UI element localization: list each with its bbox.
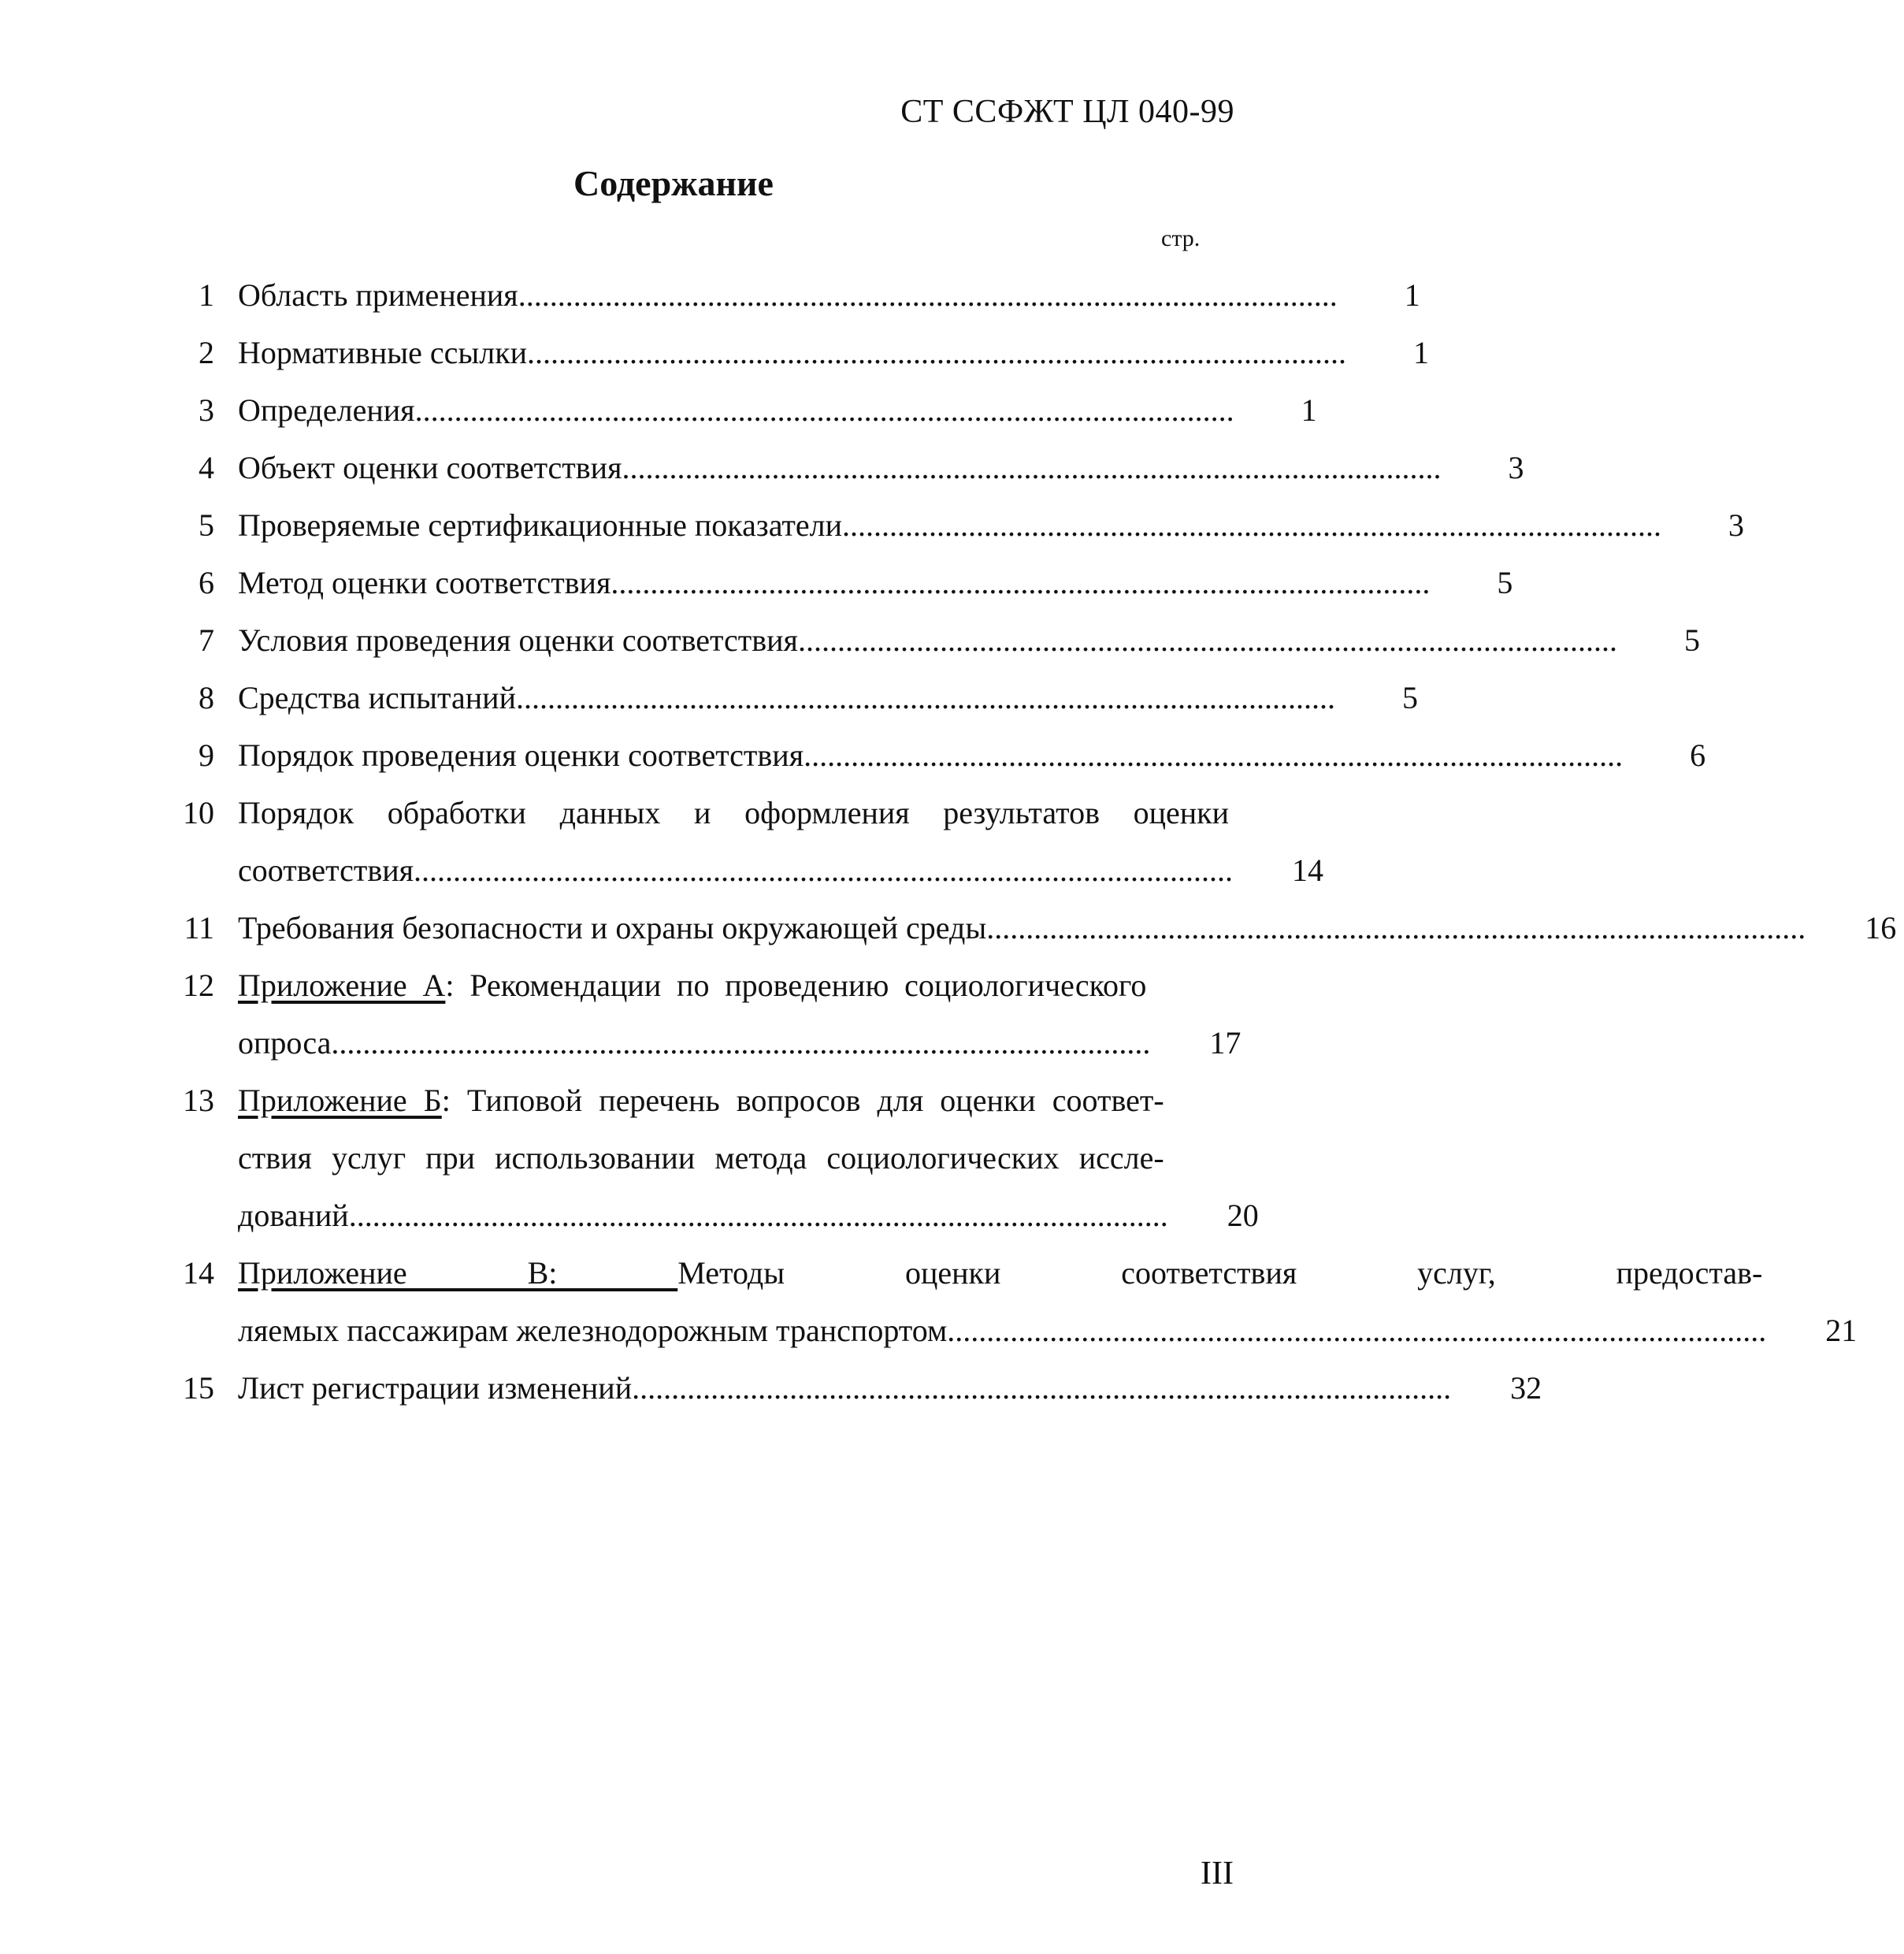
toc-entry-last-line: [238, 496, 1760, 554]
toc-entry-number: 7: [199, 622, 214, 658]
toc-entry-text-line: Порядок обработки данных и оформления результатов оценки: [238, 795, 1230, 830]
leader-dots: [415, 381, 1230, 439]
leader-dots: [804, 726, 1619, 784]
toc-entry-last-line: [238, 669, 1434, 726]
toc-entry-number: 11: [184, 910, 214, 945]
leader-dots: [611, 554, 1426, 611]
toc-entry-page: 1: [1404, 277, 1420, 313]
toc-entry-body: [238, 1244, 1865, 1359]
page-number: III: [1201, 1856, 1234, 1892]
toc-entry[interactable]: [150, 1359, 1542, 1417]
toc-entry-last-line: [238, 726, 1721, 784]
leader-dots: [349, 1187, 1164, 1244]
toc-entry-last-line: [238, 381, 1333, 439]
toc-entry-number: 10: [183, 795, 214, 830]
toc-entry-title: Средства испытаний: [238, 680, 516, 715]
leader-dots: [518, 266, 1334, 324]
toc-entry-text-line: ствия услуг при использовании метода социологических иссле-: [238, 1140, 1164, 1176]
toc-entry-page: 14: [1292, 853, 1324, 888]
toc-entry-number: 4: [199, 450, 214, 485]
toc-entry[interactable]: [150, 266, 1420, 324]
toc-entry-title: Нормативные ссылки: [238, 335, 528, 370]
toc-entry-title: Метод оценки соответствия: [238, 565, 611, 600]
toc-entry-title: Лист регистрации изменений: [238, 1370, 633, 1406]
toc-entry-body: [238, 726, 1721, 784]
toc-entry-number: 13: [183, 1083, 214, 1118]
toc-entry-title: ляемых пассажирам железнодорожным транспортом: [238, 1313, 948, 1348]
toc-entry-number: 8: [199, 680, 214, 715]
toc-entry[interactable]: [150, 669, 1418, 726]
leader-dots: [414, 841, 1229, 899]
toc-entry[interactable]: [150, 554, 1513, 611]
toc-entry-last-line: [238, 439, 1539, 496]
toc-entry[interactable]: [150, 726, 1706, 784]
toc-entry-body: [238, 439, 1539, 496]
toc-entry[interactable]: [150, 439, 1524, 496]
toc-entry-number: 2: [199, 335, 214, 370]
toc-entry[interactable]: [150, 381, 1317, 439]
toc-entry-page: 16: [1865, 910, 1897, 945]
toc-entry-body: [238, 611, 1716, 669]
toc-entry-number: 5: [199, 507, 214, 543]
toc-entry-title: Требования безопасности и охраны окружающей среды: [238, 910, 987, 945]
toc-entry-body: [238, 496, 1760, 554]
toc-entry-page: 5: [1683, 622, 1700, 658]
toc-entry-title: опроса: [238, 1025, 332, 1061]
toc-entry-number: 15: [183, 1370, 214, 1406]
toc-entry-number: 14: [183, 1255, 214, 1291]
leader-dots: [632, 1359, 1447, 1417]
toc-entry-number: 3: [199, 392, 214, 428]
toc-entry-body: [238, 669, 1434, 726]
toc-entry-title: Область применения: [238, 277, 518, 313]
toc-entry-last-line: [238, 324, 1445, 381]
toc-entry[interactable]: [150, 496, 1745, 554]
leader-dots: [622, 439, 1437, 496]
toc-entry-page: 1: [1413, 335, 1430, 370]
toc-entry-title: Порядок проведения оценки соответствия: [238, 737, 804, 773]
toc-entry-last-line: [238, 1302, 1865, 1359]
leader-dots: [947, 1302, 1762, 1359]
toc-entry-title: дований: [238, 1198, 349, 1233]
toc-entry[interactable]: [150, 899, 1897, 957]
toc-entry[interactable]: [150, 784, 1324, 899]
toc-entry-page: 6: [1690, 737, 1706, 773]
toc-entry-last-line: [238, 1014, 1249, 1072]
toc-entry[interactable]: [150, 324, 1430, 381]
appendix-link[interactable]: Приложение В:: [238, 1255, 678, 1291]
toc-entry-last-line: [238, 1359, 1550, 1417]
toc-entry-body: [238, 957, 1249, 1072]
toc-entry-title: соответствия: [238, 853, 414, 888]
toc-entry-title: Условия проведения оценки соответствия: [238, 622, 798, 658]
toc-entry-body: [238, 1359, 1550, 1417]
toc-entry-body: [238, 554, 1528, 611]
appendix-link[interactable]: Приложение Б: [238, 1083, 442, 1118]
toc-entry[interactable]: [150, 1244, 1858, 1359]
document-code: СТ ССФЖТ ЦЛ 040-99: [900, 94, 1234, 130]
table-of-contents: [150, 266, 1897, 1417]
toc-entry[interactable]: [150, 1072, 1259, 1244]
toc-entry[interactable]: [150, 611, 1700, 669]
toc-entry-page: 3: [1508, 450, 1524, 485]
toc-entry-number: 1: [199, 277, 214, 313]
toc-entry-title: Проверяемые сертификационные показатели: [238, 507, 843, 543]
toc-entry-body: [238, 324, 1445, 381]
toc-entry-number: 12: [183, 968, 214, 1003]
toc-entry-page: 5: [1402, 680, 1418, 715]
toc-entry-page: 1: [1301, 392, 1317, 428]
toc-entry-number: 6: [199, 565, 214, 600]
toc-entry-page: 3: [1728, 507, 1745, 543]
leader-dots: [516, 669, 1331, 726]
leader-dots: [842, 496, 1657, 554]
toc-entry[interactable]: [150, 957, 1241, 1072]
toc-entry-title: Объект оценки соответствия: [238, 450, 622, 485]
toc-entry-last-line: [238, 611, 1716, 669]
toc-entry-last-line: [238, 1187, 1267, 1244]
toc-entry-page: 20: [1227, 1198, 1259, 1233]
toc-entry-body: [238, 899, 1904, 957]
toc-entry-title: Определения: [238, 392, 415, 428]
appendix-link[interactable]: Приложение А: [238, 968, 446, 1003]
toc-entry-page: 21: [1825, 1313, 1858, 1348]
leader-dots: [527, 324, 1342, 381]
toc-entry-last-line: [238, 266, 1436, 324]
toc-entry-last-line: [238, 841, 1331, 899]
toc-entry-page: 5: [1497, 565, 1513, 600]
leader-dots: [331, 1014, 1146, 1072]
toc-entry-text-line: Приложение А: Рекомендации по проведению социологического: [238, 968, 1147, 1003]
toc-entry-body: [238, 266, 1436, 324]
toc-entry-body: [238, 381, 1333, 439]
page-column-label: стр.: [1161, 225, 1201, 251]
toc-entry-last-line: [238, 554, 1528, 611]
page-title: Содержание: [573, 163, 774, 203]
leader-dots: [798, 611, 1613, 669]
leader-dots: [986, 899, 1802, 957]
toc-entry-body: [238, 1072, 1267, 1244]
toc-entry-text-line: Приложение Б: Типовой перечень вопросов для оценки соответ-: [238, 1083, 1164, 1118]
toc-entry-last-line: [238, 899, 1904, 957]
toc-entry-body: [238, 784, 1331, 899]
toc-entry-text-line: Приложение В: Методы оценки соответствия услуг, предостав-: [238, 1255, 1763, 1291]
toc-entry-page: 17: [1209, 1025, 1241, 1061]
toc-entry-number: 9: [199, 737, 214, 773]
toc-entry-page: 32: [1510, 1370, 1542, 1406]
